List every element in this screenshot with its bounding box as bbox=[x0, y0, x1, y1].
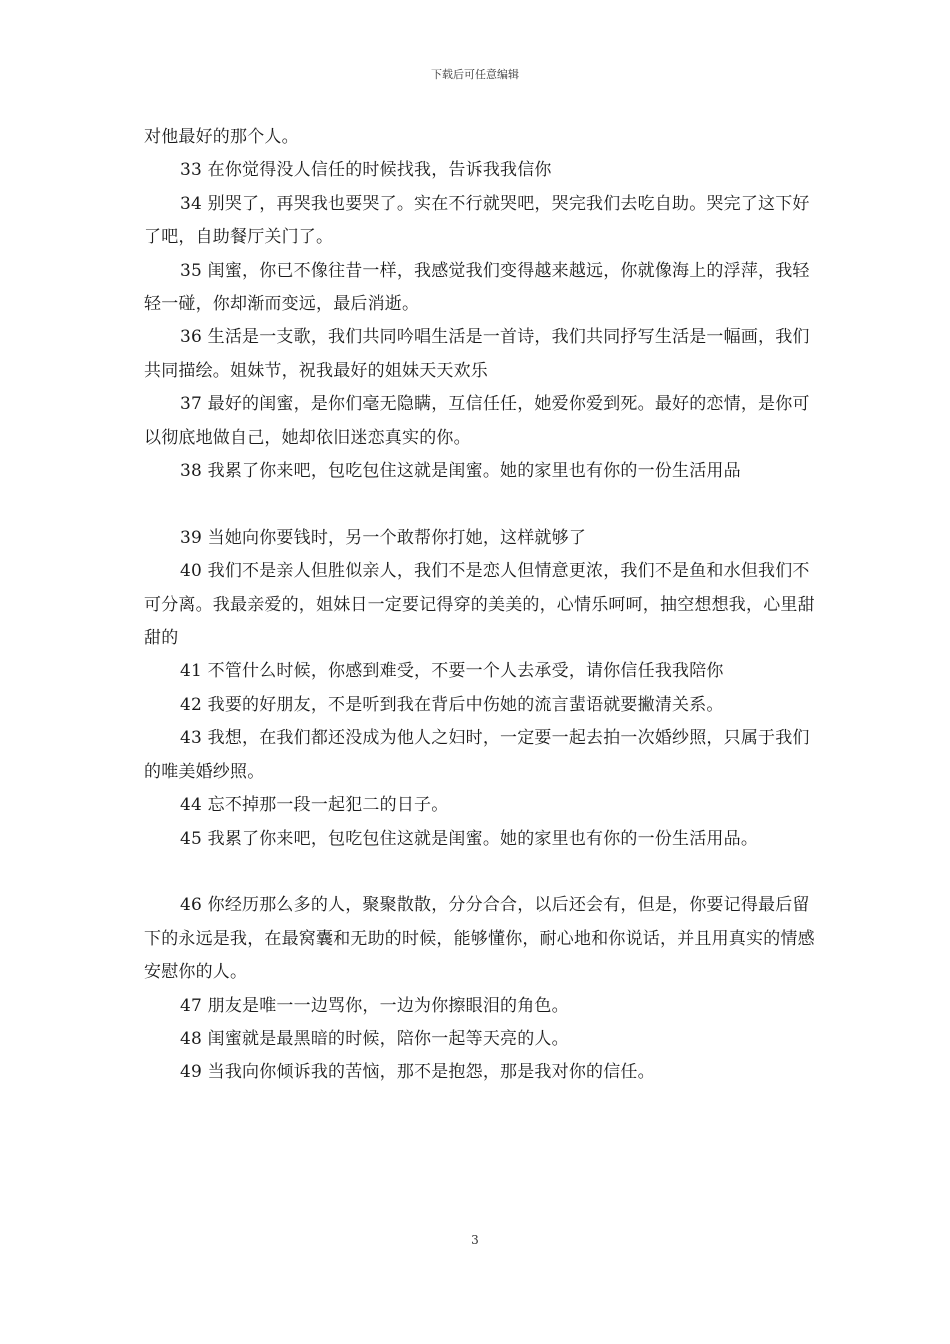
paragraph-36: 36 生活是一支歌，我们共同吟唱生活是一首诗，我们共同抒写生活是一幅画，我们共同描绘。姐妹节，祝我最好的姐妹天天欢乐 bbox=[144, 327, 810, 381]
paragraph-46: 46 你经历那么多的人，聚聚散散，分分合合，以后还会有，但是，你要记得最后留下的永远是我，在最窝囊和无助的时候，能够懂你，耐心地和你说话，并且用真实的情感安慰你的人。 bbox=[144, 895, 815, 983]
paragraph-38: 38 我累了你来吧，包吃包住这就是闺蜜。她的家里也有你的一份生活用品 bbox=[180, 461, 741, 482]
paragraph-47: 47 朋友是唯一一边骂你，一边为你擦眼泪的角色。 bbox=[180, 995, 569, 1016]
paragraph-41: 41 不管什么时候，你感到难受，不要一个人去承受，请你信任我我陪你 bbox=[180, 661, 724, 682]
paragraph-34: 34 别哭了，再哭我也要哭了。实在不行就哭吧，哭完我们去吃自助。哭完了这下好了吧，自助餐厅关门了。 bbox=[144, 193, 810, 248]
page-number: 3 bbox=[471, 1233, 479, 1247]
paragraph-44: 44 忘不掉那一段一起犯二的日子。 bbox=[180, 795, 449, 816]
blank-line bbox=[144, 488, 824, 521]
paragraph-45: 45 我累了你来吧，包吃包住这就是闺蜜。她的家里也有你的一份生活用品。 bbox=[180, 828, 759, 849]
paragraph-35: 35 闺蜜，你已不像往昔一样，我感觉我们变得越来越远，你就像海上的浮萍，我轻轻一碰，你却渐而变远，最后消逝。 bbox=[144, 260, 810, 315]
paragraph-48: 48 闺蜜就是最黑暗的时候，陪你一起等天亮的人。 bbox=[180, 1028, 569, 1049]
paragraph-39: 39 当她向你要钱时，另一个敢帮你打她，这样就够了 bbox=[180, 527, 587, 548]
paragraph-continuation: 对他最好的那个人。 bbox=[144, 127, 299, 147]
page-header: 下载后可任意编辑 bbox=[431, 68, 519, 81]
paragraph-42: 42 我要的好朋友，不是听到我在背后中伤她的流言蜚语就要撇清关系。 bbox=[180, 694, 724, 715]
paragraph-43: 43 我想，在我们都还没成为他人之妇时，一定要一起去拍一次婚纱照，只属于我们的唯美婚纱照。 bbox=[144, 728, 810, 782]
document-body bbox=[144, 121, 824, 1090]
paragraph-40: 40 我们不是亲人但胜似亲人，我们不是恋人但情意更浓，我们不是鱼和水但我们不可分离。我最亲爱的，姐妹日一定要记得穿的美美的，心情乐呵呵，抽空想想我，心里甜甜的 bbox=[144, 561, 815, 649]
paragraph-33: 33 在你觉得没人信任的时候找我，告诉我我信你 bbox=[180, 160, 552, 181]
blank-line bbox=[144, 856, 824, 889]
paragraph-49: 49 当我向你倾诉我的苦恼，那不是抱怨，那是我对你的信任。 bbox=[180, 1062, 655, 1083]
paragraph-37: 37 最好的闺蜜，是你们毫无隐瞒，互信任任，她爱你爱到死。最好的恋情，是你可以彻底地做自己，她却依旧迷恋真实的你。 bbox=[144, 394, 810, 448]
